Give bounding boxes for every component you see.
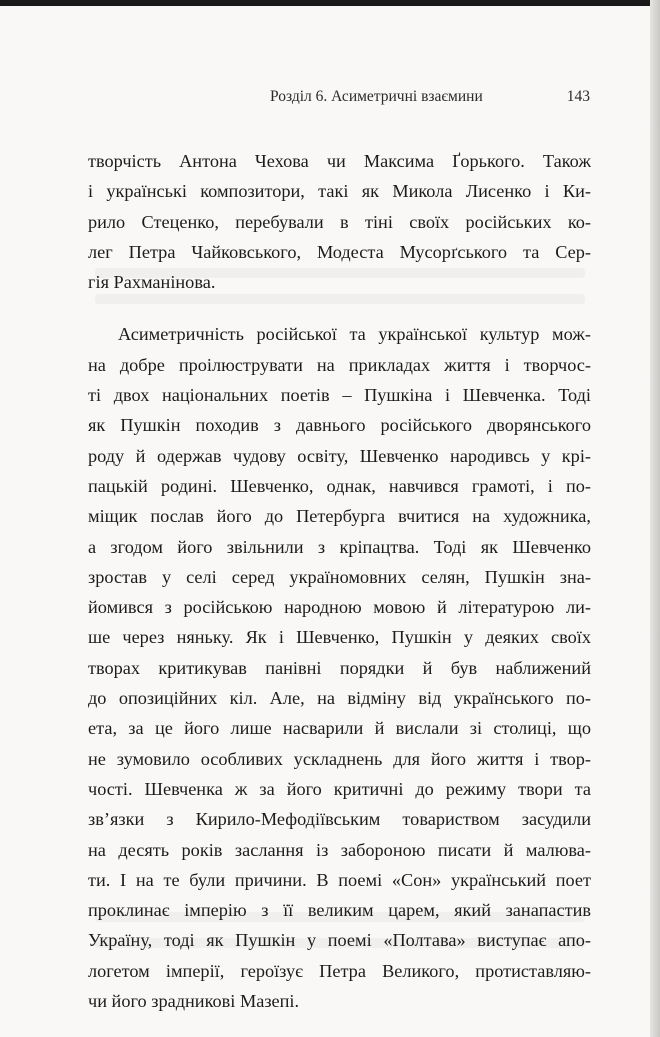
text-line: рило Стеценко, перебували в тіні своїх російських ко-: [88, 211, 591, 232]
text-line: на десять років заслання із забороною писати й малюва-: [88, 839, 591, 860]
paragraph: [88, 146, 591, 297]
text-line: проклинає імперію з її великим царем, який занапастив: [88, 900, 591, 921]
text-line: творах критикував панівні порядки й був наближений: [88, 657, 591, 678]
text-line: Асиметричність російської та української культур мож-: [118, 324, 591, 345]
chapter-title: Розділ 6. Асиметричні взаємини: [270, 88, 483, 105]
text-line: як Пушкін походив з давнього російського дворянського: [88, 415, 591, 436]
text-line: гія Рахманінова.: [88, 272, 216, 293]
paragraph-gap: [88, 297, 591, 319]
text-line: ше через няньку. Як і Шевченко, Пушкін у деяких своїх: [88, 627, 591, 648]
text-line: чості. Шевченка ж за його критичні до режиму твори та: [88, 778, 591, 799]
text-line: зв’язки з Кирило-Мефодіївським товариством засудили: [88, 809, 591, 830]
text-line: творчість Антона Чехова чи Максима Ґорького. Також: [88, 151, 591, 171]
text-line: до опозиційних кіл. Але, на відміну від українського по-: [88, 688, 591, 709]
text-line: міщик послав його до Петербурга вчитися на художника,: [88, 506, 591, 527]
text-line: і українські композитори, такі як Микола Лисенко і Ки-: [88, 181, 591, 202]
text-line: логетом імперії, героїзує Петра Великого, протиставляю-: [88, 960, 591, 981]
paragraph: [88, 319, 591, 1016]
text-line: роду й одержав чудову освіту, Шевченко народивсь у крі-: [88, 445, 591, 466]
page-edge-shadow: [650, 0, 660, 1037]
text-line: ти. І на те були причини. В поемі «Сон» український поет: [88, 869, 591, 890]
text-line: Україну, тоді як Пушкін у поемі «Полтава» виступає апо-: [88, 930, 591, 951]
page-number: 143: [566, 88, 590, 105]
text-line: зростав у селі серед україномовних селян, Пушкін зна-: [88, 566, 591, 587]
text-line: лег Петра Чайковського, Модеста Мусорґського та Сер-: [88, 241, 591, 262]
text-line: не зумовило особливих ускладнень для його життя і твор-: [88, 748, 591, 769]
text-line: йомився з російською народною мовою й літературою ли-: [88, 597, 591, 618]
text-line: на добре проілюструвати на прикладах життя і творчос-: [88, 354, 591, 375]
text-line: а згодом його звільнили з кріпацтва. Тоді як Шевченко: [88, 536, 591, 557]
text-line: ті двох національних поетів – Пушкіна і Шевченка. Тоді: [88, 385, 591, 406]
text-line: пацькій родині. Шевченко, однак, навчився грамоті, і по-: [88, 475, 591, 496]
running-head: [90, 88, 590, 112]
text-line: ета, за це його лише насварили й вислали зі столиці, що: [88, 718, 591, 739]
text-line: чи його зрадникові Мазепі.: [88, 991, 300, 1012]
body-text: [88, 146, 591, 1016]
